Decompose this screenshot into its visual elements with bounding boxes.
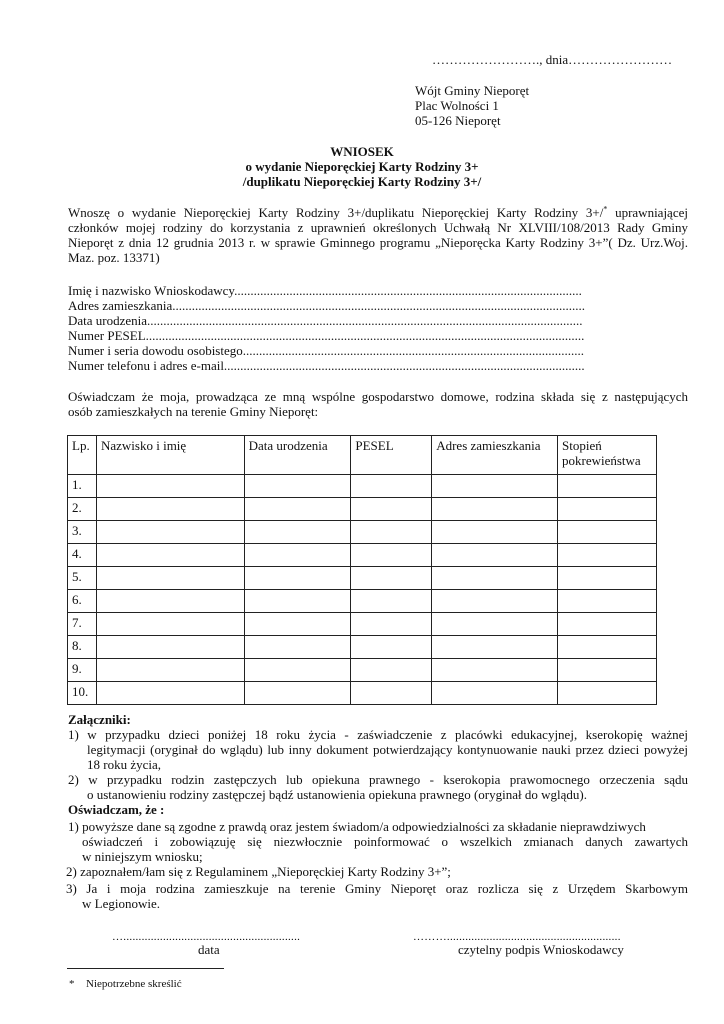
table-row xyxy=(68,544,657,567)
row-number: 3. xyxy=(68,521,97,544)
col-header-lp: Lp. xyxy=(68,436,97,475)
declaration-3-line-2: w Legionowie. xyxy=(82,896,160,911)
field-birth-date[interactable]: Data urodzenia...................................................................................................................................... xyxy=(68,313,583,328)
attachment-1-line-3: 18 roku życia, xyxy=(87,757,162,772)
date-signature-line[interactable]: ….......................................................... xyxy=(112,931,301,943)
cell-pesel[interactable] xyxy=(351,613,432,636)
cell-address[interactable] xyxy=(432,636,558,659)
recipient-city: 05-126 Nieporęt xyxy=(415,113,501,128)
cell-name[interactable] xyxy=(96,613,244,636)
cell-address[interactable] xyxy=(432,659,558,682)
footnote-marker: * xyxy=(603,204,608,214)
cell-pesel[interactable] xyxy=(351,682,432,705)
intro-line-1: Wnoszę o wydanie Nieporęckiej Karty Rodziny 3+/duplikatu Nieporęckiej Karty Rodziny 3+/* uprawniającej xyxy=(68,204,688,220)
cell-address[interactable] xyxy=(432,613,558,636)
declarations-heading: Oświadczam, że : xyxy=(68,802,165,817)
field-pesel[interactable]: Numer PESEL....................................................................................................................................... xyxy=(68,328,585,343)
declaration-1-line-2: oświadczeń i zobowiązuję się niezwłocznie poinformować o wszelkich zmianach danych zawartych xyxy=(82,834,688,849)
attachment-1-line-2: legitymacji (oryginał do wglądu) lub inny dokument potwierdzający kontynuowanie nauki przez dzieci powyżej xyxy=(87,742,688,757)
recipient-name: Wójt Gminy Nieporęt xyxy=(415,83,530,98)
cell-address[interactable] xyxy=(432,521,558,544)
cell-relationship[interactable] xyxy=(558,475,657,498)
field-applicant-name[interactable]: Imię i nazwisko Wnioskodawcy........................................................................................................... xyxy=(68,283,582,298)
cell-address[interactable] xyxy=(432,475,558,498)
row-number: 2. xyxy=(68,498,97,521)
cell-relationship[interactable] xyxy=(558,590,657,613)
cell-relationship[interactable] xyxy=(558,636,657,659)
cell-name[interactable] xyxy=(96,567,244,590)
cell-birth-date[interactable] xyxy=(244,498,351,521)
document-title: WNIOSEK xyxy=(330,144,394,159)
table-row xyxy=(68,613,657,636)
row-number: 4. xyxy=(68,544,97,567)
col-header-relationship: Stopień pokrewieństwa xyxy=(558,436,657,475)
cell-birth-date[interactable] xyxy=(244,613,351,636)
document-subtitle: o wydanie Nieporęckiej Karty Rodziny 3+ xyxy=(245,159,479,174)
row-number: 7. xyxy=(68,613,97,636)
table-row xyxy=(68,682,657,705)
cell-relationship[interactable] xyxy=(558,613,657,636)
cell-birth-date[interactable] xyxy=(244,544,351,567)
cell-name[interactable] xyxy=(96,498,244,521)
document-subtitle-duplicate: /duplikatu Nieporęckiej Karty Rodziny 3+/ xyxy=(242,174,482,189)
footnote-separator xyxy=(67,968,224,969)
row-number: 5. xyxy=(68,567,97,590)
cell-address[interactable] xyxy=(432,544,558,567)
cell-birth-date[interactable] xyxy=(244,636,351,659)
footnote-text: Niepotrzebne skreślić xyxy=(86,978,182,990)
applicant-signature-label: czytelny podpis Wnioskodawcy xyxy=(458,942,624,957)
attachment-item-2 xyxy=(68,772,688,802)
cell-birth-date[interactable] xyxy=(244,682,351,705)
field-id-card[interactable]: Numer i seria dowodu osobistego......................................................................................................... xyxy=(68,343,585,358)
table-row xyxy=(68,659,657,682)
household-line-1: Oświadczam że moja, prowadząca ze mną wspólne gospodarstwo domowe, rodzina składa się z następujących xyxy=(68,389,688,404)
cell-address[interactable] xyxy=(432,590,558,613)
table-header-row xyxy=(68,436,657,475)
declaration-item-1 xyxy=(68,819,688,864)
cell-pesel[interactable] xyxy=(351,636,432,659)
cell-birth-date[interactable] xyxy=(244,590,351,613)
cell-pesel[interactable] xyxy=(351,521,432,544)
col-header-birth-date: Data urodzenia xyxy=(244,436,351,475)
table-row xyxy=(68,498,657,521)
field-address[interactable]: Adres zamieszkania............................................................................................................................... xyxy=(68,298,586,313)
cell-name[interactable] xyxy=(96,521,244,544)
date-signature-label: data xyxy=(198,942,220,957)
cell-relationship[interactable] xyxy=(558,544,657,567)
cell-pesel[interactable] xyxy=(351,659,432,682)
attachment-1-line-1: 1) w przypadku dzieci poniżej 18 roku życia - zaświadczenie z placówki edukacyjnej, kserokopię ważnej xyxy=(68,727,688,742)
table-row xyxy=(68,521,657,544)
cell-relationship[interactable] xyxy=(558,659,657,682)
cell-birth-date[interactable] xyxy=(244,521,351,544)
intro-paragraph xyxy=(68,205,688,265)
col-header-pesel: PESEL xyxy=(351,436,432,475)
cell-name[interactable] xyxy=(96,682,244,705)
intro-line-4: Maz. poz. 13371) xyxy=(68,250,160,265)
cell-relationship[interactable] xyxy=(558,521,657,544)
row-number: 9. xyxy=(68,659,97,682)
cell-name[interactable] xyxy=(96,636,244,659)
household-line-2: osób zamieszkałych na terenie Gminy Nieporęt: xyxy=(68,404,319,419)
recipient-street: Plac Wolności 1 xyxy=(415,98,499,113)
cell-address[interactable] xyxy=(432,498,558,521)
cell-relationship[interactable] xyxy=(558,498,657,521)
declaration-3-line-1: 3) Ja i moja rodzina zamieszkuje na terenie Gminy Nieporęt oraz rozlicza się z Urzędem Skarbowym xyxy=(66,881,688,896)
field-phone-email[interactable]: Numer telefonu i adres e-mail............................................................................................................... xyxy=(68,358,585,373)
household-members-table xyxy=(67,435,657,705)
cell-address[interactable] xyxy=(432,567,558,590)
date-place-line: ……………………., dnia…………………… xyxy=(432,52,673,67)
row-number: 10. xyxy=(68,682,97,705)
cell-pesel[interactable] xyxy=(351,567,432,590)
row-number: 8. xyxy=(68,636,97,659)
cell-birth-date[interactable] xyxy=(244,659,351,682)
cell-pesel[interactable] xyxy=(351,498,432,521)
declaration-1-line-1: 1) powyższe dane są zgodne z prawdą oraz jestem świadom/a odpowiedzialności za składanie nieprawdziwych xyxy=(68,819,646,834)
cell-name[interactable] xyxy=(96,475,244,498)
row-number: 6. xyxy=(68,590,97,613)
cell-name[interactable] xyxy=(96,590,244,613)
attachment-2-line-1: 2) w przypadku rodzin zastępczych lub opiekuna prawnego - kserokopia prawomocnego orzeczenia sądu xyxy=(68,772,688,787)
cell-birth-date[interactable] xyxy=(244,475,351,498)
cell-pesel[interactable] xyxy=(351,544,432,567)
table-row xyxy=(68,567,657,590)
intro-line-3: Nieporęt z dnia 12 grudnia 2013 r. w sprawie Gminnego programu „Nieporęcka Karty Rodziny 3+”( Dz. Urz.Woj. xyxy=(68,235,688,250)
applicant-signature-line[interactable]: ………......................................................... xyxy=(413,931,621,943)
cell-pesel[interactable] xyxy=(351,590,432,613)
table-row xyxy=(68,475,657,498)
cell-address[interactable] xyxy=(432,682,558,705)
footnote-mark: * xyxy=(69,978,75,990)
cell-pesel[interactable] xyxy=(351,475,432,498)
col-header-name: Nazwisko i imię xyxy=(96,436,244,475)
declaration-1-line-3: w niniejszym wniosku; xyxy=(82,849,203,864)
cell-relationship[interactable] xyxy=(558,682,657,705)
attachment-item-1 xyxy=(68,727,688,772)
attachments-heading: Załączniki: xyxy=(68,712,131,727)
cell-name[interactable] xyxy=(96,544,244,567)
row-number: 1. xyxy=(68,475,97,498)
table-row xyxy=(68,590,657,613)
col-header-address: Adres zamieszkania xyxy=(432,436,558,475)
cell-relationship[interactable] xyxy=(558,567,657,590)
intro-line-2: członków mojej rodziny do korzystania z uprawnień określonych Uchwałą Nr XLVIII/108/2013 Rady Gminy xyxy=(68,220,688,235)
declaration-item-3 xyxy=(66,881,688,911)
cell-birth-date[interactable] xyxy=(244,567,351,590)
household-statement xyxy=(68,389,688,419)
table-row xyxy=(68,636,657,659)
attachment-2-line-2: o ustanowieniu rodziny zastępczej bądź ustanowienia opiekuna prawnego (oryginał do wglądu). xyxy=(87,787,587,802)
cell-name[interactable] xyxy=(96,659,244,682)
declaration-item-2: 2) zapoznałem/łam się z Regulaminem „Nieporęckiej Karty Rodziny 3+”; xyxy=(66,864,451,879)
